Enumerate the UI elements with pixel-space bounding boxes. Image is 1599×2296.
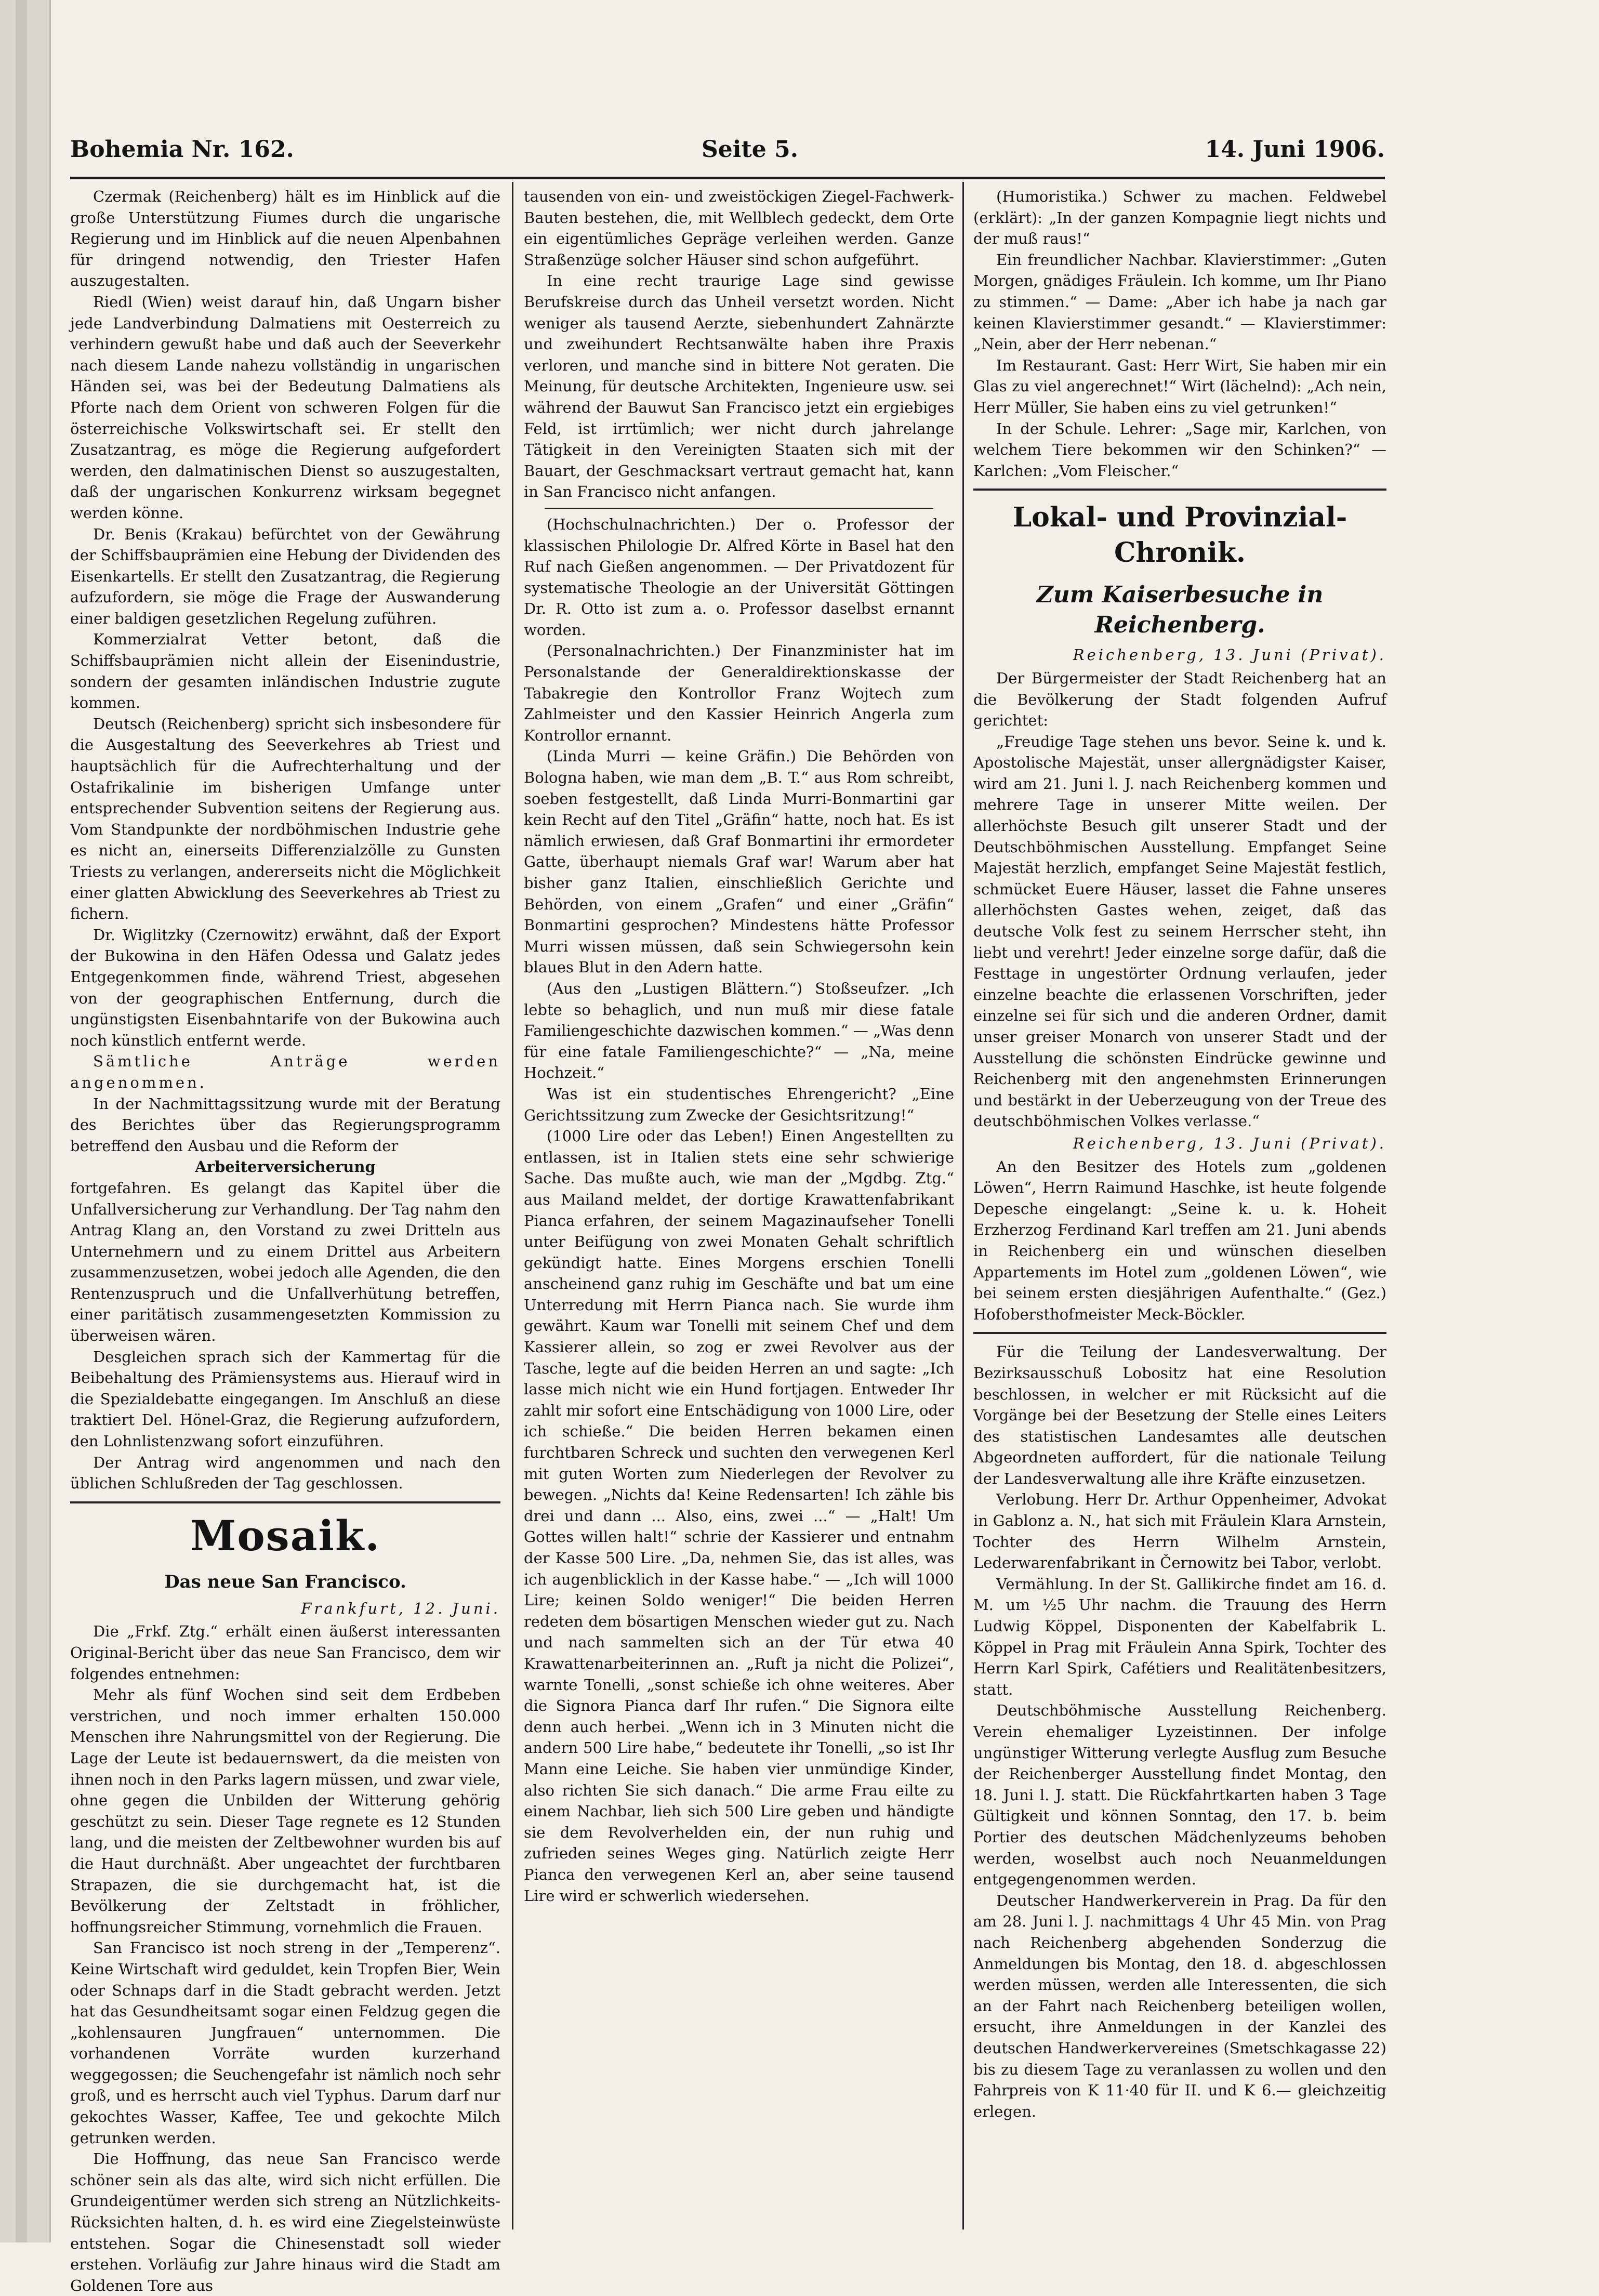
- column-divider-2: [962, 182, 964, 2229]
- section-rule: [973, 489, 1386, 491]
- article-paragraph: Sämtliche Anträge werden angenommen.: [70, 1052, 500, 1091]
- news-item: (Aus den „Lustigen Blättern.“) Stoßseufzer. „Ich lebte so behaglich, und nun muß mir diese fatale Familiengeschichte dazwischen kommen.“ — „Was denn für eine fatale Familiengeschichte?“ — „Na, meine Hochzeit.“: [524, 979, 954, 1082]
- article-paragraph: In der Nachmittagssitzung wurde mit der Beratung des Berichtes über das Regierungsprogramm betreffend den Ausbau und die Reform der: [70, 1094, 500, 1155]
- news-item: Was ist ein studentisches Ehrengericht? „Eine Gerichtssitzung zum Zwecke der Gesichtsritzung!“: [524, 1085, 954, 1124]
- article-paragraph: Dr. Wiglitzky (Czernowitz) erwähnt, daß der Export der Bukowina in den Häfen Odessa und Galatz jedes Entgegenkommen finde, während Triest, abgesehen von der geographischen Entfernung, durch die ungünstigsten Eisenbahntarife von der Bukowina auch noch künstlich entfernt werde.: [70, 926, 500, 1049]
- column-divider-1: [512, 182, 513, 2229]
- dateline: Reichenberg, 13. Juni (Privat).: [1073, 1134, 1386, 1152]
- news-item: (Personalnachrichten.) Der Finanzminister hat im Personalstande der Generaldirektionskasse der Tabakregie den Kontrollor Franz Wojtech zum Zahlmeister und den Kassier Heinrich Angerla zum Kontrollor ernannt.: [524, 642, 954, 744]
- news-item: Vermählung. In der St. Gallikirche findet am 16. d. M. um ½5 Uhr nachm. die Trauung des Herrn Ludwig Köppel, Disponenten der Kabelfabrik L. Köppel in Prag mit Fräulein Anna Spirk, Tochter des Herrn Karl Spirk, Cafétiers und Realitätenbesitzers, statt.: [973, 1575, 1386, 1698]
- column-1: [70, 186, 500, 2294]
- header-issue: Bohemia Nr. 162.: [70, 136, 294, 163]
- header-page-number: Seite 5.: [702, 136, 799, 163]
- article-paragraph: tausenden von ein- und zweistöckigen Ziegel-Fachwerk-Bauten bestehen, die, mit Wellblech gedeckt, dem Orte ein eigentümliches Gepräge verleihen werden. Ganze Straßenzüge solcher Häuser sind schon aufgeführt.: [524, 188, 954, 269]
- news-item: (1000 Lire oder das Leben!) Einen Angestellten zu entlassen, ist in Italien stets eine sehr schwierige Sache. Das mußte auch, wie man der „Mgdbg. Ztg.“ aus Mailand meldet, der dortige Krawattenfabrikant Pianca erfahren, der seinem Magazinaufseher Tonelli unter Beifügung von zwei Monaten Gehalt schriftlich gekündigt hatte. Eines Morgens erschien Tonelli anscheinend ganz ruhig im Geschäfte und bat um eine Unterredung mit Herrn Pianca nach. Sie wurde ihm gewährt. Kaum war Tonelli mit seinem Chef und dem Kassierer allein, so zog er zwei Revolver aus der Tasche, legte auf die beiden Herren an und sagte: „Ich lasse mich nicht wie ein Hund fortjagen. Entweder Ihr zahlt mir sofort eine Entschädigung von 1000 Lire, oder ich schieße.“ Die beiden Herren bekamen einen furchtbaren Schreck und suchten den verwegenen Kerl mit guten Worten zum Niederlegen der Revolver zu bewegen. „Nichts da! Keine Redensarten! Ich zähle bis drei und dann ... Also, eins, zwei ...“ — „Halt! Um Gottes willen halt!“ schrie der Kassierer und entnahm der Kasse 500 Lire. „Da, nehmen Sie, das ist alles, was ich augenblicklich in der Kasse habe.“ — „Ich will 1000 Lire; keinen Soldo weniger!“ Die beiden Herren redeten dem bösartigen Menschen wieder gut zu. Nach und nach sammelten sich an der Tür etwa 40 Krawattenarbeiterinnen an. „Ruft ja nicht die Polizei“, warnte Tonelli, „sonst schieße ich ohne weiteres. Aber die Signora Pianca darf Ihr rufen.“ Die Signora eilte denn auch herbei. „Wenn ich in 3 Minuten nicht die andern 500 Lire habe,“ bedeutete ihr Tonelli, „so ist Ihr Mann eine Leiche. Sie haben vier unmündige Kinder, also richten Sie sich danach.“ Die arme Frau eilte zu einem Nachbar, lieh sich 500 Lire geben und händigte sie dem Revolverhelden ein, der nun ruhig und zufrieden seines Weges ging. Natürlich zeigte Herr Pianca den verwegenen Kerl an, aber seine tausend Lire wird er schwerlich wiedersehen.: [524, 1127, 954, 1905]
- header-date: 14. Juni 1906.: [1205, 136, 1385, 163]
- dateline: Reichenberg, 13. Juni (Privat).: [1073, 646, 1386, 664]
- article-paragraph: Die Hoffnung, das neue San Francisco werde schöner sein als das alte, wird sich nicht erfüllen. Die Grundeigentümer werden sich streng an Nützlichkeits-Rücksichten halten, d. h. es wird eine Ziegelsteinwüste entstehen. Sogar die Chinesenstadt soll wieder erstehen. Vorläufig zur Jahre hinaus wird die Stadt am Goldenen Tore aus: [70, 2150, 500, 2294]
- news-item: Verlobung. Herr Dr. Arthur Oppenheimer, Advokat in Gablonz a. N., hat sich mit Fräulein Klara Arnstein, Tochter des Herrn Wilhelm Arnstein, Lederwarenfabrikant in Černowitz bei Tabor, verlobt.: [973, 1490, 1386, 1572]
- section-subhead: Arbeiterversicherung: [195, 1158, 376, 1176]
- article-paragraph: Der Bürgermeister der Stadt Reichenberg hat an die Bevölkerung der Stadt folgenden Aufruf gerichtet:: [973, 669, 1386, 730]
- article-paragraph: Czermak (Reichenberg) hält es im Hinblick auf die große Unterstützung Fiumes durch die ungarische Regierung und im Hinblick auf die neuen Alpenbahnen für dringend notwendig, den Triester Hafen auszugestalten.: [70, 188, 500, 290]
- section-title: Mosaik.: [190, 1511, 381, 1560]
- binding-shadow: [16, 0, 27, 2242]
- news-item: (Linda Murri — keine Gräfin.) Die Behörden von Bologna haben, wie man dem „B. T.“ aus Rom schreibt, soeben festgestellt, daß Linda Murri-Bonmartini gar kein Recht auf den Titel „Gräfin“ hatte, noch hat. Es ist nämlich erwiesen, daß Graf Bonmartini ihr ermordeter Gatte, überhaupt niemals Graf war! Warum aber hat bisher ganz Italien, einschließlich Gerichte und Behörden, von einem „Grafen“ und einer „Gräfin“ Bonmartini gesprochen? Mindestens hätte Professor Murri wissen müssen, daß sein Schwiegersohn kein blaues Blut in den Adern hatte.: [524, 747, 954, 977]
- article-paragraph: Riedl (Wien) weist darauf hin, daß Ungarn bisher jede Landverbindung Dalmatiens mit Oesterreich zu verhindern gewußt habe und daß auch der Seeverkehr nach diesem Lande nahezu vollständig in ungarischen Händen sei, was bei der Bedeutung Dalmatiens als Pforte nach dem Orient von schweren Folgen für die österreichische Volkswirtschaft sei. Er stellt den Zusatzantrag, es möge die Regierung aufgefordert werden, den dalmatinischen Dienst so auszugestalten, daß der ungarischen Konkurrenz wirksam begegnet werden könne.: [70, 293, 500, 522]
- column-2: [524, 186, 954, 2228]
- section-rule: [70, 1501, 500, 1503]
- article-paragraph: An den Besitzer des Hotels zum „goldenen Löwen“, Herrn Raimund Haschke, ist heute folgende Depesche eingelangt: „Seine k. u. k. Hoheit Erzherzog Ferdinand Karl treffen am 21. Juni abends in Reichenberg ein und wünschen dieselben Appartements im Hotel zum „goldenen Löwen“, wie bei seinem ersten diesjährigen Aufenthalte.“ (Gez.) Hofobersthofmeister Meck-Böckler.: [973, 1157, 1386, 1323]
- news-item: Deutschböhmische Ausstellung Reichenberg. Verein ehemaliger Lyzeistinnen. Der infolge ungünstiger Witterung verlegte Ausflug zum Besuche der Reichenberger Ausstellung findet Montag, den 18. Juni l. J. statt. Die Rückfahrtkarten haben 3 Tage Gültigkeit und können Sonntag, den 17. b. beim Portier des deutschen Mädchenlyzeums behoben werden, woselbst auch noch Neuanmeldungen entgegengenommen werden.: [973, 1701, 1386, 1889]
- news-item: Deutscher Handwerkerverein in Prag. Da für den am 28. Juni l. J. nachmittags 4 Uhr 45 Min. von Prag nach Reichenberg abgehenden Sonderzug die Anmeldungen bis Montag, den 18. d. abgeschlossen werden müssen, werden alle Interessenten, die sich an der Fahrt nach Reichenberg beteiligen wollen, ersucht, ihre Anmeldungen in der Kanzlei des deutschen Handwerkervereines (Smetschkagasse 22) bis zu diesem Tage zu veranlassen zu wollen und den Fahrpreis von K 11·40 für II. und K 6.— gleichzeitig erlegen.: [973, 1891, 1386, 2120]
- article-paragraph: San Francisco ist noch streng in der „Temperenz“. Keine Wirtschaft wird geduldet, kein Tropfen Bier, Wein oder Schnaps darf in die Stadt gebracht werden. Jetzt hat das Gesundheitsamt sogar einen Feldzug gegen die „kohlensauren Jungfrauen“ unternommen. Die vorhandenen Vorräte wurden kurzerhand weggegossen; die Seuchengefahr ist nämlich noch sehr groß, und es herrscht auch viel Typhus. Darum darf nur gekochtes Wasser, Kaffee, Tee und gekochte Milch getrunken werden.: [70, 1939, 500, 2147]
- news-item: (Humoristika.) Schwer zu machen. Feldwebel (erklärt): „In der ganzen Kompagnie liegt nichts und der muß raus!“: [973, 188, 1386, 248]
- article-paragraph: Mehr als fünf Wochen sind seit dem Erdbeben verstrichen, und noch immer erhalten 150.000 Menschen ihre Nahrungsmittel von der Regierung. Die Lage der Leute ist bedauernswert, da die meisten von ihnen noch in den Parks lagern müssen, und zwar viele, ohne gegen die Unbilden der Witterung gehörig geschützt zu sein. Dieser Tage regnete es 12 Stunden lang, und die meisten der Zeltbewohner wurden bis auf die Haut durchnäßt. Aber ungeachtet der furchtbaren Strapazen, die sie durchgemacht hat, ist die Bevölkerung der Zeltstadt in fröhlicher, hoffnungsreicher Stimmung, vornehmlich die Frauen.: [70, 1686, 500, 1936]
- news-item: Ein freundlicher Nachbar. Klavierstimmer: „Guten Morgen, gnädiges Fräulein. Ich komme, um Ihr Piano zu stimmen.“ — Dame: „Aber ich habe ja nach gar keinen Klavierstimmer gesandt.“ — Klavierstimmer: „Nein, aber der Herr nebenan.“: [973, 250, 1386, 353]
- section-rule: [973, 1332, 1386, 1334]
- header-rule: [70, 177, 1385, 179]
- article-paragraph: fortgefahren. Es gelangt das Kapitel über die Unfallversicherung zur Verhandlung. Der Tag nahm den Antrag Klang an, den Vorstand zu zwei Dritteln aus Unternehmern und zu einem Drittel aus Arbeitern zusammenzusetzen, wobei jedoch alle Agenden, die den Rentenzuspruch und die Unfallverhütung betreffen, einer paritätisch zusammengesetzten Kommission zu überweisen wären.: [70, 1179, 500, 1345]
- article-paragraph: Der Antrag wird angenommen und nach den üblichen Schlußreden der Tag geschlossen.: [70, 1453, 500, 1493]
- page-header: [70, 136, 1385, 173]
- article-paragraph: Desgleichen sprach sich der Kammertag für die Beibehaltung des Prämiensystems aus. Hierauf wird in die Spezialdebatte eingegangen. Im Anschluß an diese traktiert Del. Hönel-Graz, die Regierung aufzufordern, den Lohnlistenzwang sofort einzuführen.: [70, 1348, 500, 1450]
- article-paragraph: Kommerzialrat Vetter betont, daß die Schiffsbauprämien nicht allein der Eisenindustrie, sondern der gesamten inländischen Industrie zugute kommen.: [70, 630, 500, 712]
- page-binding-edge: [0, 0, 51, 2242]
- article-paragraph: Deutsch (Reichenberg) spricht sich insbesondere für die Ausgestaltung des Seeverkehres ab Triest und hauptsächlich für die Aufrechterhaltung und der Ostafrikalinie im bisherigen Umfange unter entsprechender Subvention seitens der Regierung aus. Vom Standpunkte der nordböhmischen Industrie gehe es nicht an, einerseits Differenzialzölle zu Gunsten Triests zu verlangen, andererseits nicht die Möglichkeit einer glatten Abwicklung des Seeverkehres ab Triest zu fichern.: [70, 715, 500, 923]
- article-paragraph: Dr. Benis (Krakau) befürchtet von der Gewährung der Schiffsbauprämien eine Hebung der Dividenden des Eisenkartells. Er stellt den Zusatzantrag, die Regierung aufzufordern, sie möge die Frage der Auswanderung einer baldigen gesetzlichen Regelung zuführen.: [70, 525, 500, 627]
- news-item: Im Restaurant. Gast: Herr Wirt, Sie haben mir ein Glas zu viel angerechnet!“ Wirt (lächelnd): „Ach nein, Herr Müller, Sie haben eins zu viel getrunken!“: [973, 356, 1386, 416]
- article-paragraph: „Freudige Tage stehen uns bevor. Seine k. und k. Apostolische Majestät, unser allergnädigster Kaiser, wird am 21. Juni l. J. nach Reichenberg kommen und mehrere Tage in unserer Mitte weilen. Der allerhöchste Besuch gilt unserer Stadt und der Deutschböhmischen Ausstellung. Empfanget Seine Majestät herzlich, empfanget Seine Majestät festlich, schmücket Euere Häuser, lasset die Fahne unseres allerhöchsten Gastes wehen, zeiget, daß das deutsche Volk fest zu seinem Herrscher steht, ihn liebt und verehrt! Jeder einzelne sorge dafür, daß die Festtage in ungestörter Ordnung verlaufen, jeder einzelne beachte die erlassenen Vorschriften, jeder einzelne sei für sich und die anderen Ordner, damit unser greiser Monarch von unserer Stadt und der Ausstellung die schönsten Eindrücke gewinne und Reichenberg mit den angenehmsten Erinnerungen und bestärkt in der Ueberzeugung von der Treue des deutschböhmischen Volkes verlasse.“: [973, 732, 1386, 1130]
- news-item: Für die Teilung der Landesverwaltung. Der Bezirksausschuß Lobositz hat eine Resolution beschlossen, in welcher er mit Rücksicht auf die Vorgänge bei der Besetzung der Stelle eines Leiters des statistischen Landesamtes alle deutschen Abgeordneten auffordert, für die nationale Teilung der Landesverwaltung alle ihre Kräfte einzusetzen.: [973, 1343, 1386, 1487]
- article-paragraph: In eine recht traurige Lage sind gewisse Berufskreise durch das Unheil versetzt worden. Nicht weniger als tausend Aerzte, siebenhundert Zahnärzte und zweihundert Rechtsanwälte haben ihre Praxis verloren, und manche sind in bittere Not geraten. Die Meinung, für deutsche Architekten, Ingenieure usw. sei während der Bauwut San Francisco jetzt ein ergiebiges Feld, ist irrtümlich; wer nicht durch jahrelange Tätigkeit in den Vereinigten Staaten sich mit der Bauart, der Geschmacksart vertraut gemacht hat, kann in San Francisco nicht anfangen.: [524, 272, 954, 501]
- article-title: Das neue San Francisco.: [164, 1571, 406, 1592]
- section-title: Lokal- und Provinzial-Chronik.: [1012, 502, 1347, 569]
- article-separator: [545, 508, 933, 509]
- article-paragraph: Die „Frkf. Ztg.“ erhält einen äußerst interessanten Original-Bericht über das neue San Francisco, dem wir folgendes entnehmen:: [70, 1622, 500, 1683]
- news-item: (Hochschulnachrichten.) Der o. Professor der klassischen Philologie Dr. Alfred Körte in Basel hat den Ruf nach Gießen angenommen. — Der Privatdozent für systematische Theologie an der Universität Göttingen Dr. R. Otto ist zum a. o. Professor daselbst ernannt worden.: [524, 515, 954, 639]
- article-title: Zum Kaiserbesuche in Reichenberg.: [1036, 582, 1324, 639]
- news-item: In der Schule. Lehrer: „Sage mir, Karlchen, von welchem Tiere bekommen wir den Schinken?“ — Karlchen: „Vom Fleischer.“: [973, 419, 1386, 480]
- dateline: Frankfurt, 12. Juni.: [301, 1599, 500, 1617]
- column-3: [973, 186, 1386, 2228]
